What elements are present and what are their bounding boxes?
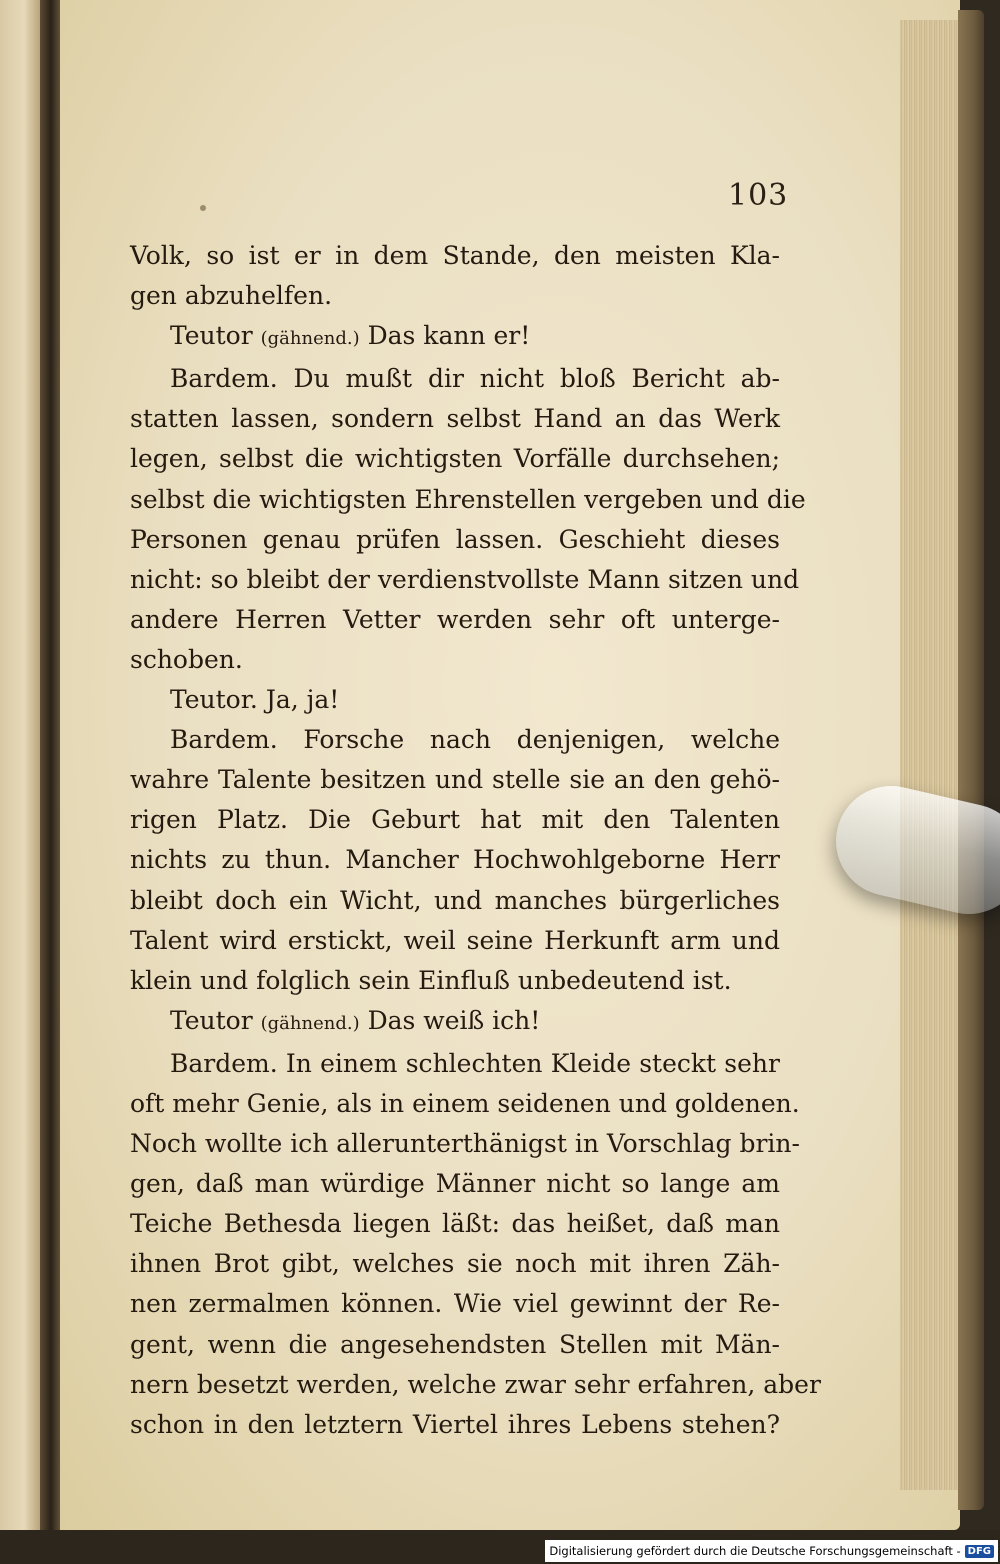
text-line: rigen Platz. Die Geburt hat mit den Talenten	[130, 805, 780, 835]
text-line: nicht: so bleibt der verdienstvollste Mann sitzen und	[130, 564, 800, 594]
facing-page-edge	[0, 0, 40, 1564]
text-line: nen zermalmen können. Wie viel gewinnt der Re-	[130, 1289, 780, 1319]
text-line	[130, 316, 780, 359]
text-line: schon in den letztern Viertel ihres Lebens stehen?	[130, 1409, 780, 1439]
text-line: nichts zu thun. Mancher Hochwohlgeborne Herr	[130, 845, 780, 875]
book-gutter	[40, 0, 62, 1564]
text-line: nern besetzt werden, welche zwar sehr erfahren, aber	[130, 1369, 821, 1399]
text-line: Bardem. Forsche nach denjenigen, welche	[170, 725, 780, 755]
text-line: Bardem. In einem schlechten Kleide steckt sehr	[170, 1048, 780, 1078]
text-line: gent, wenn die angesehendsten Stellen mit Män-	[130, 1329, 780, 1359]
text-line: gen abzuhelfen.	[130, 281, 333, 311]
text-line: legen, selbst die wichtigsten Vorfälle durchsehen;	[130, 444, 780, 474]
speaker-name: Teutor	[170, 321, 253, 351]
text-line: statten lassen, sondern selbst Hand an das Werk	[130, 404, 780, 434]
text-line: Teutor. Ja, ja!	[170, 685, 340, 715]
footer-credit: Digitalisierung gefördert durch die Deutsche Forschungsgemeinschaft -	[549, 1544, 961, 1558]
text-line: Volk, so ist er in dem Stande, den meisten Kla-	[130, 241, 780, 270]
text-line	[130, 1001, 780, 1044]
text-line: ihnen Brot gibt, welches sie noch mit ihren Zäh-	[130, 1249, 780, 1279]
stage-direction: (gähnend.)	[260, 328, 360, 350]
text-line: Talent wird erstickt, weil seine Herkunft arm und	[130, 925, 780, 955]
page-number: 103	[728, 178, 789, 213]
speech-text: Das weiß ich!	[367, 1005, 541, 1035]
text-line: Bardem. Du mußt dir nicht bloß Bericht ab-	[170, 364, 780, 394]
digitization-footer	[545, 1540, 998, 1562]
text-line: andere Herren Vetter werden sehr oft unterge-	[130, 604, 780, 634]
page-text-block	[130, 236, 821, 1445]
text-line: Noch wollte ich allerunterthänigst in Vorschlag brin-	[130, 1129, 800, 1159]
text-line: bleibt doch ein Wicht, und manches bürgerliches	[130, 885, 780, 915]
dfg-logo: DFG	[965, 1545, 994, 1558]
page-block-edges	[900, 20, 962, 1490]
text-line: oft mehr Genie, als in einem seidenen und goldenen.	[130, 1088, 800, 1118]
speech-text: Das kann er!	[367, 321, 531, 351]
paper-speck	[200, 205, 206, 211]
text-line: gen, daß man würdige Männer nicht so lange am	[130, 1169, 780, 1199]
text-line: selbst die wichtigsten Ehrenstellen vergeben und die	[130, 484, 806, 514]
book-cover-edge	[958, 10, 984, 1510]
text-line: wahre Talente besitzen und stelle sie an den gehö-	[130, 765, 780, 795]
text-line: Personen genau prüfen lassen. Geschieht dieses	[130, 524, 780, 554]
text-line: schoben.	[130, 644, 243, 674]
text-line: klein und folglich sein Einfluß unbedeutend ist.	[130, 965, 732, 995]
stage-direction: (gähnend.)	[260, 1012, 360, 1034]
speaker-name: Teutor	[170, 1005, 253, 1035]
text-line: Teiche Bethesda liegen läßt: das heißet, daß man	[130, 1209, 780, 1239]
